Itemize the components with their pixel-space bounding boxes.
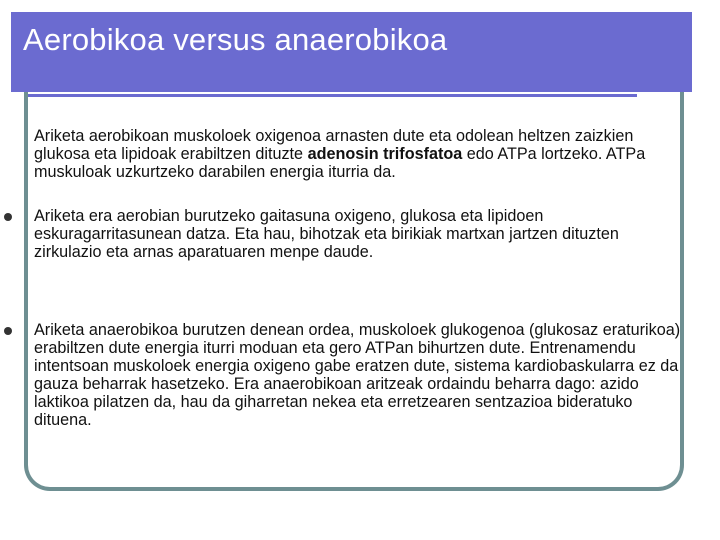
slide-title: Aerobikoa versus anaerobikoa: [23, 22, 448, 57]
intro-paragraph: [34, 127, 686, 181]
bullet-paragraph-1: Ariketa era aerobian burutzeko gaitasuna oxigeno, glukosa eta lipidoen eskuragarritasunean datza. Eta hau, bihotzak eta birikiak martxan jartzen dituzten zirkulazio eta arnas aparatuaren menpe daude.: [34, 207, 619, 261]
bullet-paragraph-2: Ariketa anaerobikoa burutzen denean ordea, muskoloek glukogenoa (glukosaz eraturikoa) erabiltzen dute energia iturri moduan eta gero ATPan bihurtzen dute. Entrenamendu intentsoan muskoloek energia oxigeno gabe eratzen dute, sistema kardiobaskularra ez da gauza beharrak hasetzeko. Era anaerobikoan aritzeak ordaindu beharra dago: azido laktikoa pilatzen da, hau da giharretan nekea eta erretzearen sentzazioa bideratuko dituena.: [34, 321, 681, 429]
bullet-dot-icon: [4, 213, 12, 221]
intro-bold-term: adenosin trifosfatoa: [307, 145, 463, 163]
intro-text-end: edo ATPa lortzeko. ATPa muskuloak uzkurtzeko darabilen energia iturria da.: [34, 145, 646, 181]
bullet-dot-icon: [4, 327, 12, 335]
intro-text-start: Ariketa aerobikoan muskoloek oxigenoa arnasten dute eta odolean heltzen zaizkien glukosa eta lipidoak erabiltzen dituzte: [34, 127, 634, 163]
